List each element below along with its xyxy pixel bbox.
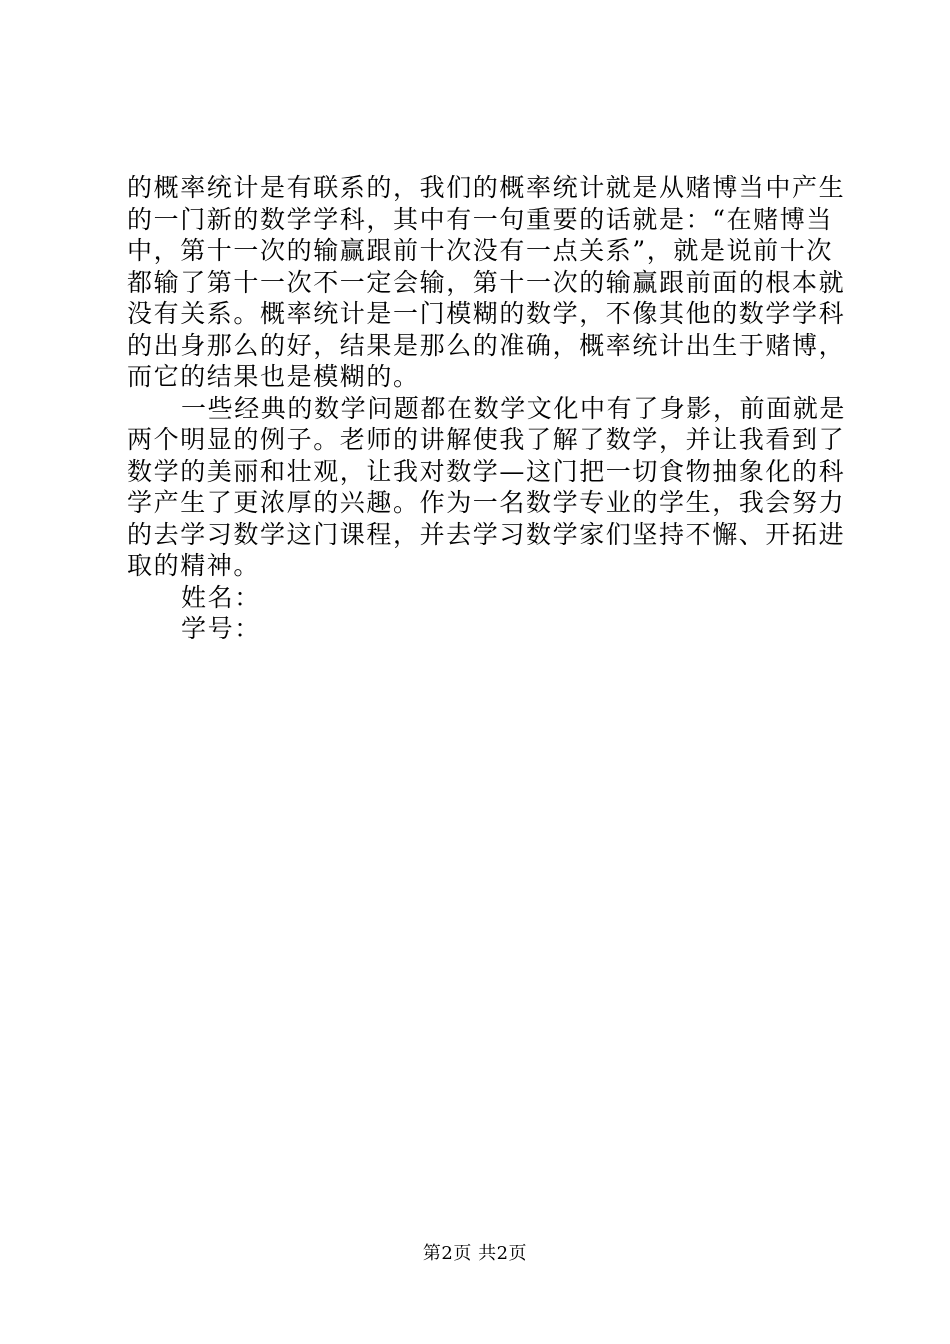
text-line: 中，第十一次的输赢跟前十次没有一点关系”，就是说前十次 xyxy=(127,236,833,265)
document-body xyxy=(127,172,847,645)
text-line: 的出身那么的好，结果是那么的准确，概率统计出生于赌博， xyxy=(127,330,846,360)
text-line: 而它的结果也是模糊的。 xyxy=(127,362,420,391)
paragraph-2 xyxy=(127,393,847,582)
text-line: 学产生了更浓厚的兴趣。作为一名数学专业的学生，我会努力 xyxy=(127,488,846,517)
text-line: 的一门新的数学学科，其中有一句重要的话就是：“在赌博当 xyxy=(127,204,833,234)
text-line: 两个明显的例子。老师的讲解使我了解了数学，并让我看到了 xyxy=(127,425,846,454)
student-id-label: 学号： xyxy=(181,614,261,643)
text-line: 没有关系。概率统计是一门模糊的数学，不像其他的数学学科 xyxy=(127,299,846,328)
text-line: 都输了第十一次不一定会输，第十一次的输赢跟前面的根本就 xyxy=(127,267,846,297)
page-number-footer: 第2页 共2页 xyxy=(422,1243,528,1264)
text-line: 的概率统计是有联系的，我们的概率统计就是从赌博当中产生 xyxy=(127,173,846,202)
text-line: 数学的美丽和壮观，让我对数学—这门把一切食物抽象化的科 xyxy=(127,456,846,486)
text-line: 取的精神。 xyxy=(127,551,261,580)
text-line: 一些经典的数学问题都在数学文化中有了身影，前面就是 xyxy=(181,393,847,423)
text-line: 的去学习数学这门课程，并去学习数学家们坚持不懈、开拓进 xyxy=(127,519,846,549)
paragraph-1 xyxy=(127,172,846,393)
name-label: 姓名： xyxy=(181,582,261,612)
